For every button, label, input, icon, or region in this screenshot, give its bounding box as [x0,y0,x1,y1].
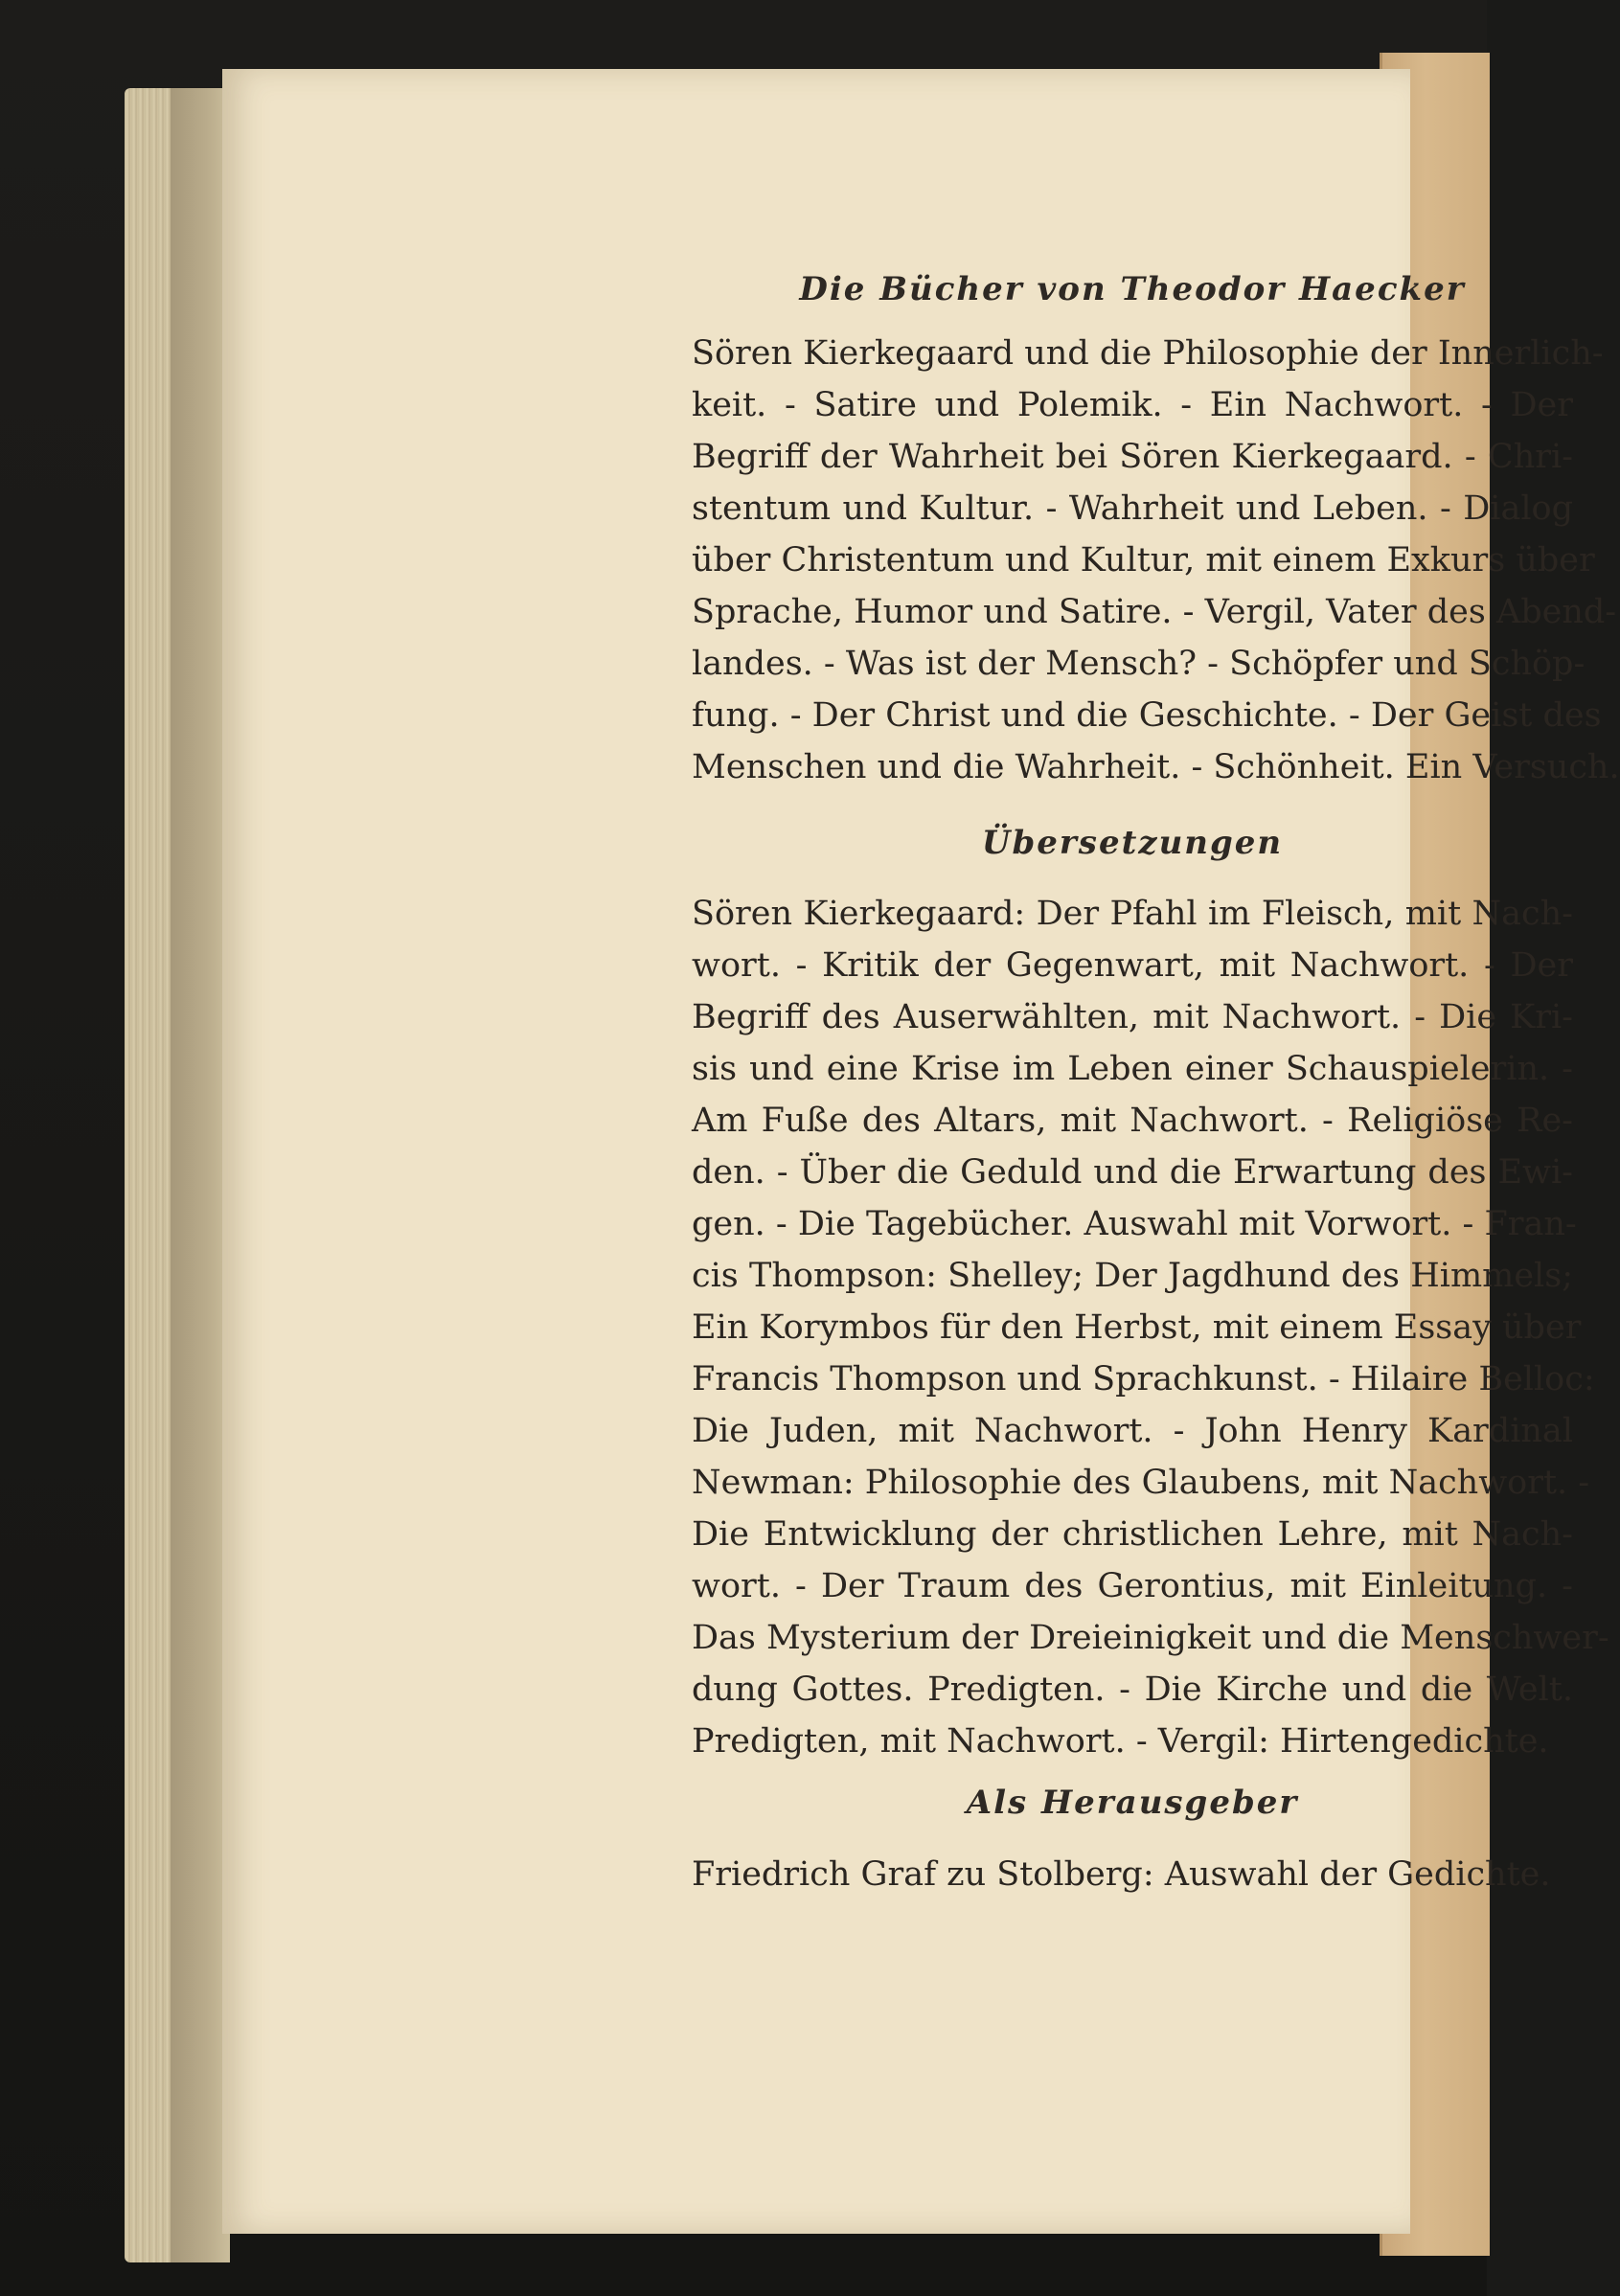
text-line: wort. - Kritik der Gegenwart, mit Nachwort. - Der [692,946,1573,985]
text-line: Am Fuße des Altars, mit Nachwort. - Religiöse Re- [692,1102,1573,1140]
text-line: Sören Kierkegaard: Der Pfahl im Fleisch, mit Nach- [692,895,1573,933]
text-line: dung Gottes. Predigten. - Die Kirche und die Welt. [692,1671,1573,1709]
text-line: über Christentum und Kultur, mit einem Exkurs über [692,541,1595,580]
text-line: den. - Über die Geduld und die Erwartung des Ewi- [692,1153,1573,1192]
text-line: Sören Kierkegaard und die Philosophie der Innerlich- [692,334,1604,373]
section-heading-editor: Als Herausgeber [966,1784,1299,1822]
text-line: gen. - Die Tagebücher. Auswahl mit Vorwort. - Fran- [692,1205,1577,1243]
text-line: Das Mysterium der Dreieinigkeit und die Menschwer- [692,1619,1609,1657]
text-line: landes. - Was ist der Mensch? - Schöpfer und Schöp- [692,645,1586,683]
page-title: Die Bücher von Theodor Haecker [799,270,1466,308]
page-stack-shadow [171,88,230,2262]
text-line: sis und eine Krise im Leben einer Schauspielerin. - [692,1050,1573,1088]
text-line: Newman: Philosophie des Glaubens, mit Nachwort. - [692,1464,1590,1502]
text-line: Menschen und die Wahrheit. - Schönheit. Ein Versuch. [692,748,1620,786]
works-paragraph [692,328,1620,793]
text-line: Die Entwicklung der christlichen Lehre, mit Nach- [692,1515,1573,1554]
text-line: Begriff des Auserwählten, mit Nachwort. - Die Kri- [692,998,1573,1036]
text-line: wort. - Der Traum des Gerontius, mit Einleitung. - [692,1567,1573,1605]
text-line: Friedrich Graf zu Stolberg: Auswahl der Gedichte. [692,1855,1551,1894]
text-line: stentum und Kultur. - Wahrheit und Leben. - Dialog [692,489,1573,528]
text-line: Sprache, Humor und Satire. - Vergil, Vater des Abend- [692,593,1617,631]
text-line: cis Thompson: Shelley; Der Jagdhund des Himmels; [692,1257,1573,1295]
translations-paragraph [692,888,1609,1767]
text-line: keit. - Satire und Polemik. - Ein Nachwort. - Der [692,386,1573,424]
text-line: fung. - Der Christ und die Geschichte. - Der Geist des [692,696,1602,735]
text-line: Francis Thompson und Sprachkunst. - Hilaire Belloc: [692,1360,1595,1398]
text-line: Predigten, mit Nachwort. - Vergil: Hirtengedichte. [692,1722,1549,1761]
text-line: Ein Korymbos für den Herbst, mit einem Essay über [692,1308,1582,1347]
text-line: Begriff der Wahrheit bei Sören Kierkegaard. - Chri- [692,438,1573,476]
text-line: Die Juden, mit Nachwort. - John Henry Kardinal [692,1412,1573,1450]
section-heading-translations: Übersetzungen [981,824,1284,862]
book-page [222,69,1620,2234]
editor-paragraph [692,1849,1573,1900]
